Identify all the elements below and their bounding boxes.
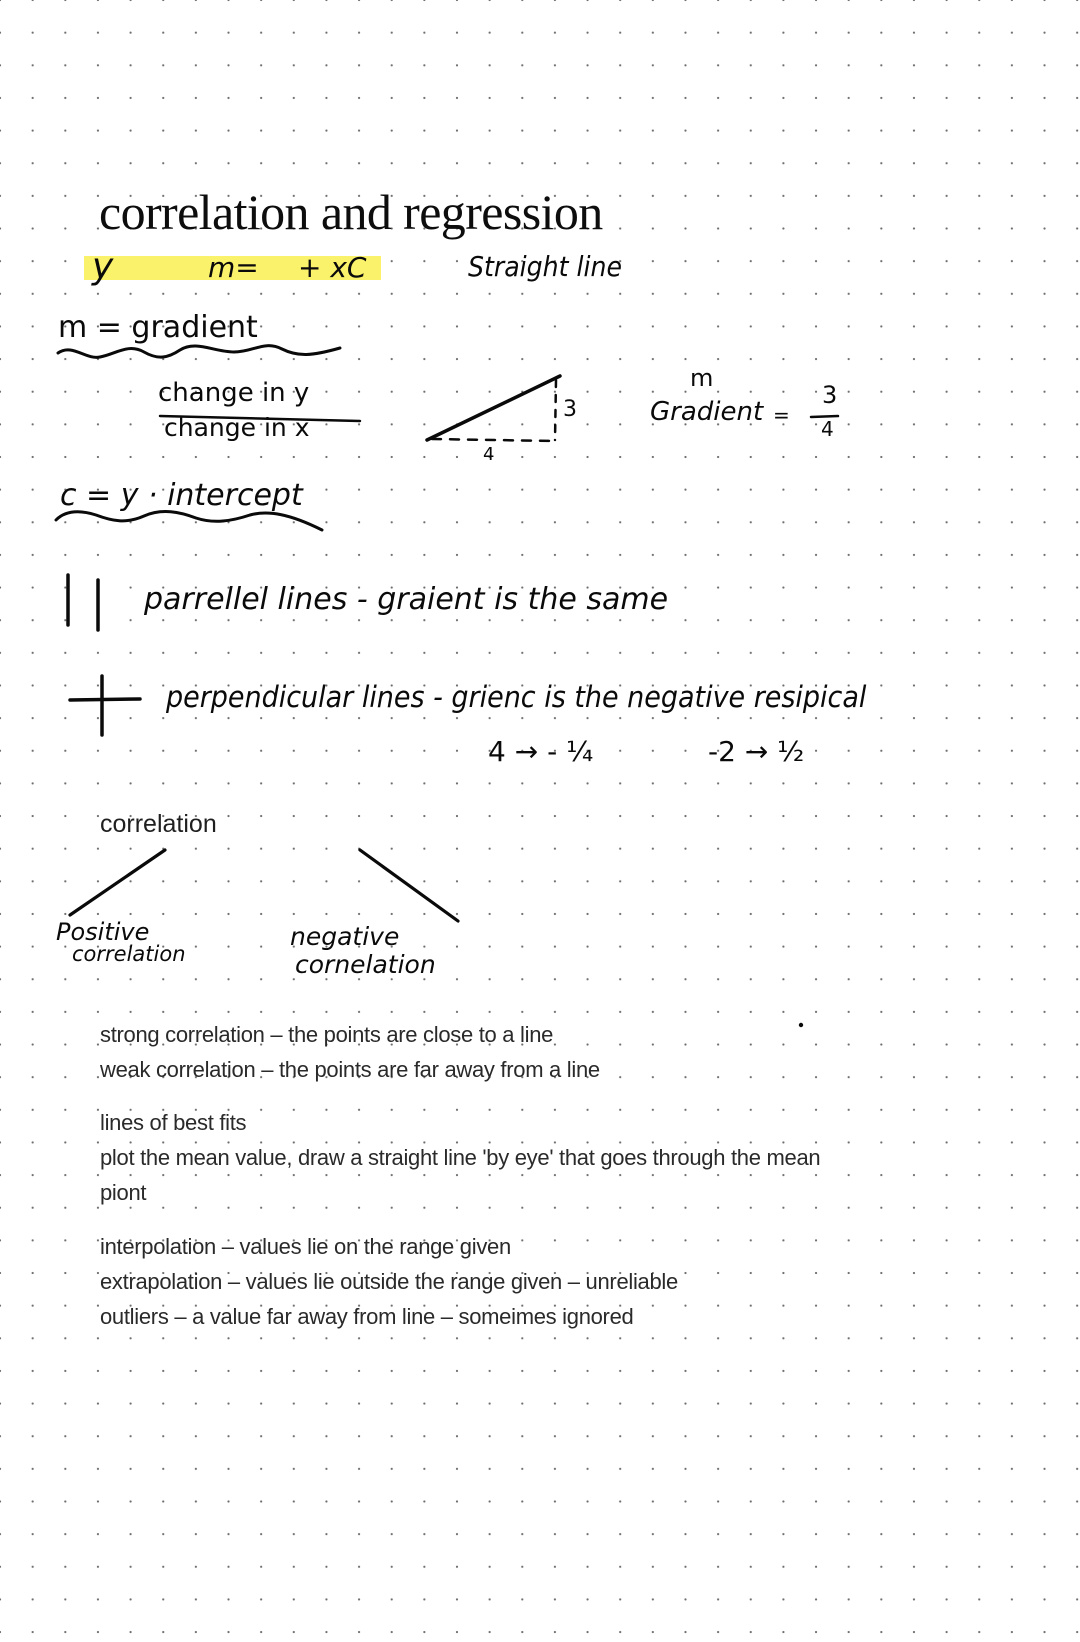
extrapolation-note: extrapolation – values lie outside the range given – unreliable — [100, 1269, 678, 1294]
strong-correlation-note: strong correlation – the points are close to a line — [100, 1022, 554, 1047]
positive-correlation-line — [70, 850, 165, 915]
c-definition: c = y · intercept — [60, 478, 303, 513]
gradient-label: Gradient — [650, 397, 764, 427]
positive-label-line2: correlation — [72, 942, 186, 966]
wavy-underline-gradient — [58, 346, 340, 358]
straight-line-label: Straight line — [468, 250, 623, 283]
page-title: correlation and regression — [99, 184, 603, 240]
equation-m: m= — [208, 251, 259, 284]
gradient-equals: = — [773, 403, 790, 427]
reciprocal-example-1: 4 → - ¼ — [488, 735, 594, 768]
triangle-dashed-base — [432, 439, 555, 441]
gradient-annotation-m: m — [690, 364, 714, 392]
interpolation-note: interpolation – values lie on the range given — [100, 1234, 511, 1259]
negative-label-line2: cornelation — [295, 950, 436, 979]
weak-correlation-note: weak correlation – the points are far away from a line — [100, 1057, 600, 1082]
triangle-rise-label: 3 — [563, 397, 577, 422]
triangle-run-label: 4 — [483, 444, 495, 465]
gradient-numerator: 3 — [822, 381, 838, 409]
triangle-dashed-height — [555, 380, 556, 440]
wavy-underline-intercept — [56, 512, 322, 530]
negative-label-line1: negative — [290, 922, 400, 951]
stray-ink-dot — [799, 1023, 803, 1027]
best-fit-note-line1: plot the mean value, draw a straight line 'by eye' that goes through the mean — [100, 1145, 821, 1170]
fraction-denominator: change in x — [164, 413, 310, 442]
positive-label-line1: Positive — [56, 918, 150, 946]
best-fit-heading: lines of best fits — [100, 1110, 247, 1135]
gradient-denominator: 4 — [821, 417, 834, 441]
best-fit-note-line2: piont — [100, 1180, 147, 1205]
equation-y: y — [92, 246, 114, 287]
triangle-hypotenuse — [427, 376, 560, 440]
reciprocal-example-2: -2 → ½ — [708, 735, 805, 768]
correlation-heading: correlation — [100, 810, 217, 838]
fraction-numerator: change in y — [158, 378, 310, 408]
perpendicular-symbol-horizontal — [70, 699, 140, 700]
outliers-note: outliers – a value far away from line – someimes ignored — [100, 1304, 634, 1329]
parallel-text: parrellel lines - graient is the same — [144, 582, 669, 617]
perpendicular-text: perpendicular lines - grienc is the negative resipical — [166, 680, 867, 714]
m-definition: m = gradient — [58, 310, 258, 345]
equation-plus-xc: + xC — [298, 251, 367, 284]
negative-correlation-line — [360, 850, 458, 921]
